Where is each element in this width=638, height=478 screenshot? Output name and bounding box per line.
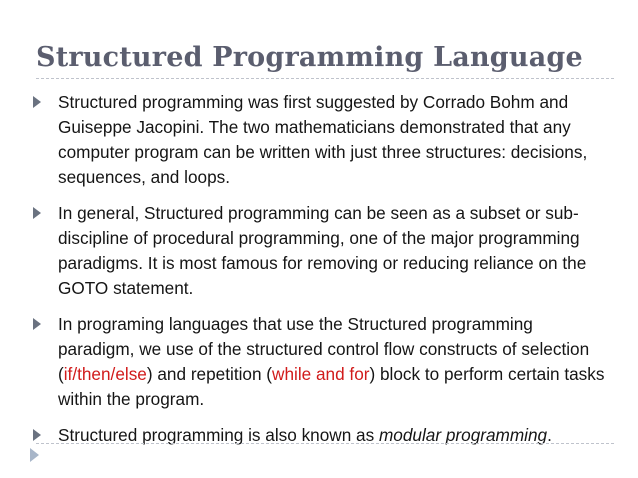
bullet-item (58, 312, 614, 412)
slide-title: Structured Programming Language (36, 42, 583, 73)
bullet-item (58, 90, 614, 190)
triangle-bullet-icon (33, 318, 41, 330)
bullet-text: In general, Structured programming can be seen as a subset or sub-discipline of procedural programming, one of the major programming paradigms. It is most famous for removing or reducing reliance on the GOTO statement. (58, 203, 587, 298)
title-divider (36, 78, 614, 79)
bullet-text: Structured programming is also known as (58, 425, 379, 445)
triangle-bullet-icon (33, 429, 41, 441)
bullet-text: ) block to perform certain tasks within the program. (58, 364, 605, 409)
next-slide-triangle-icon[interactable] (30, 448, 39, 462)
footer-divider (36, 443, 614, 444)
emphasis-modular-programming: modular programming (378, 425, 548, 445)
triangle-bullet-icon (33, 207, 41, 219)
highlight-if-then-else: if/then/else (63, 364, 147, 384)
bullet-list (58, 90, 614, 459)
bullet-text: ) and repetition ( (146, 364, 273, 384)
bullet-text: . (547, 425, 552, 445)
triangle-bullet-icon (33, 96, 41, 108)
highlight-while-and-for: while and for (272, 364, 370, 384)
bullet-text: In programing languages that use the Structured programming paradigm, we use of the structured control flow constructs of selection ( (58, 314, 590, 384)
bullet-text: Structured programming was first suggested by Corrado Bohm and Guiseppe Jacopini. The two mathematicians demonstrated that any computer program can be written with just three structures: decisions, sequences, and loops. (58, 92, 588, 187)
bullet-item (58, 423, 614, 448)
bullet-item (58, 201, 614, 301)
